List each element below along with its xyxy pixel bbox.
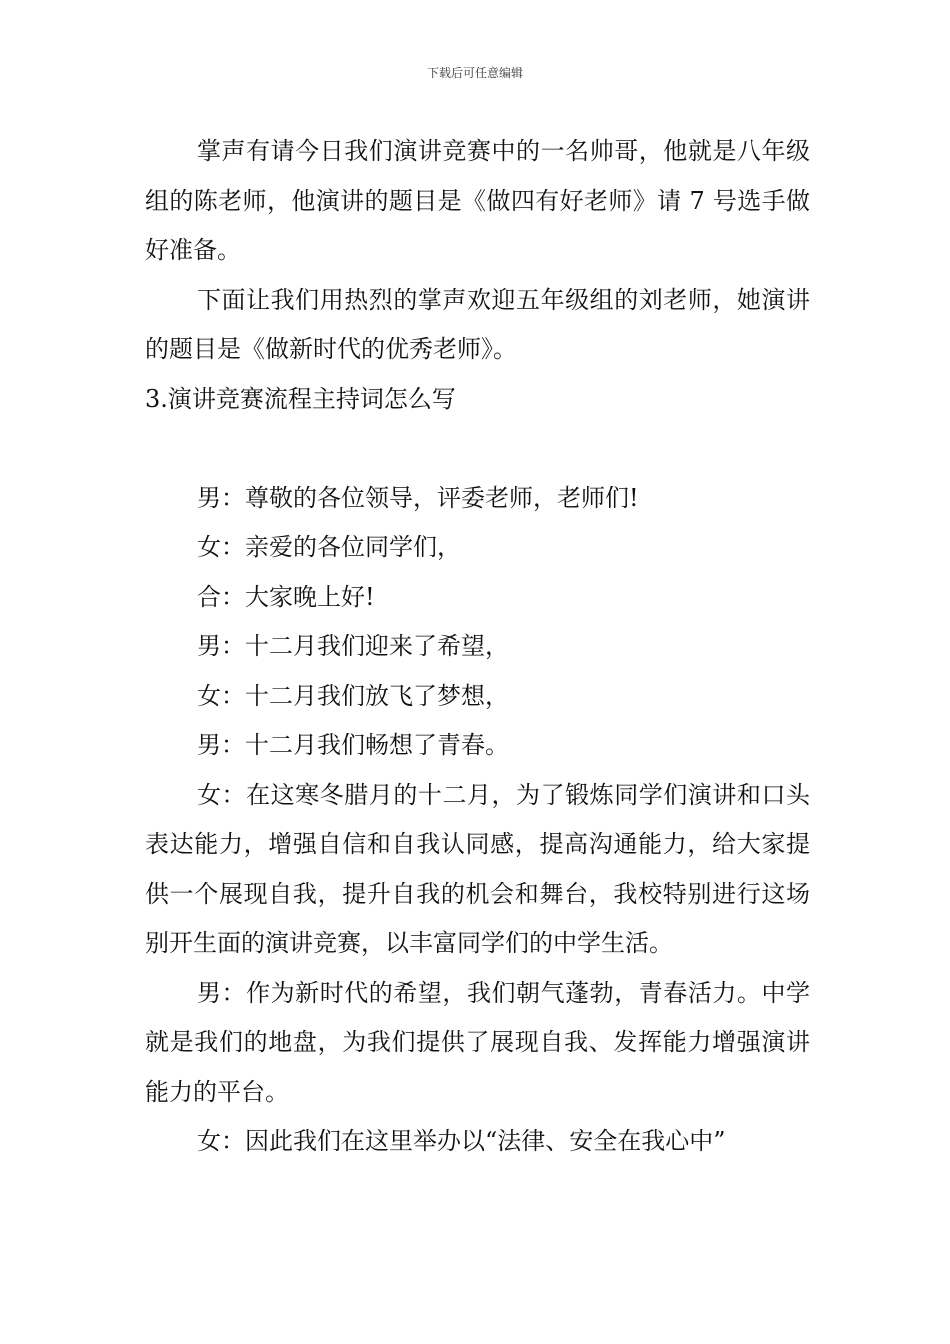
document-body — [145, 127, 810, 1167]
dialogue-line-2: 女：亲爱的各位同学们， — [197, 533, 461, 561]
paragraph-contestant-liu: 下面让我们用热烈的掌声欢迎五年级组的刘老师，她演讲的题目是《做新时代的优秀老师》。 — [145, 285, 810, 363]
dialogue-line-3: 合：大家晚上好! — [197, 582, 375, 611]
section-gap — [145, 424, 810, 474]
paragraph-contestant-7: 掌声有请今日我们演讲竞赛中的一名帅哥，他就是八年级组的陈老师，他演讲的题目是《做四有好老师》请 7 号选手做好准备。 — [145, 137, 810, 264]
section-heading: 3.演讲竞赛流程主持词怎么写 — [145, 384, 456, 413]
dialogue-line-4: 男：十二月我们迎来了希望， — [197, 632, 509, 660]
paragraph-new-era: 男：作为新时代的希望，我们朝气蓬勃，青春活力。中学就是我们的地盘，为我们提供了展现自我、发挥能力增强演讲能力的平台。 — [145, 978, 810, 1106]
paragraph-theme: 女：因此我们在这里举办以“法律、安全在我心中” — [197, 1127, 726, 1155]
dialogue-line-6: 男：十二月我们畅想了青春。 — [197, 731, 509, 759]
dialogue-line-1: 男：尊敬的各位领导，评委老师，老师们! — [197, 483, 639, 512]
dialogue-line-5: 女：十二月我们放飞了梦想， — [197, 681, 509, 710]
paragraph-competition-intro: 女：在这寒冬腊月的十二月，为了锻炼同学们演讲和口头表达能力，增强自信和自我认同感，提高沟通能力，给大家提供一个展现自我，提升自我的机会和舞台，我校特别进行这场别开生面的演讲竞赛，以丰富同学们的中学生活。 — [145, 780, 810, 957]
page-header-note: 下载后可任意编辑 — [426, 66, 523, 80]
